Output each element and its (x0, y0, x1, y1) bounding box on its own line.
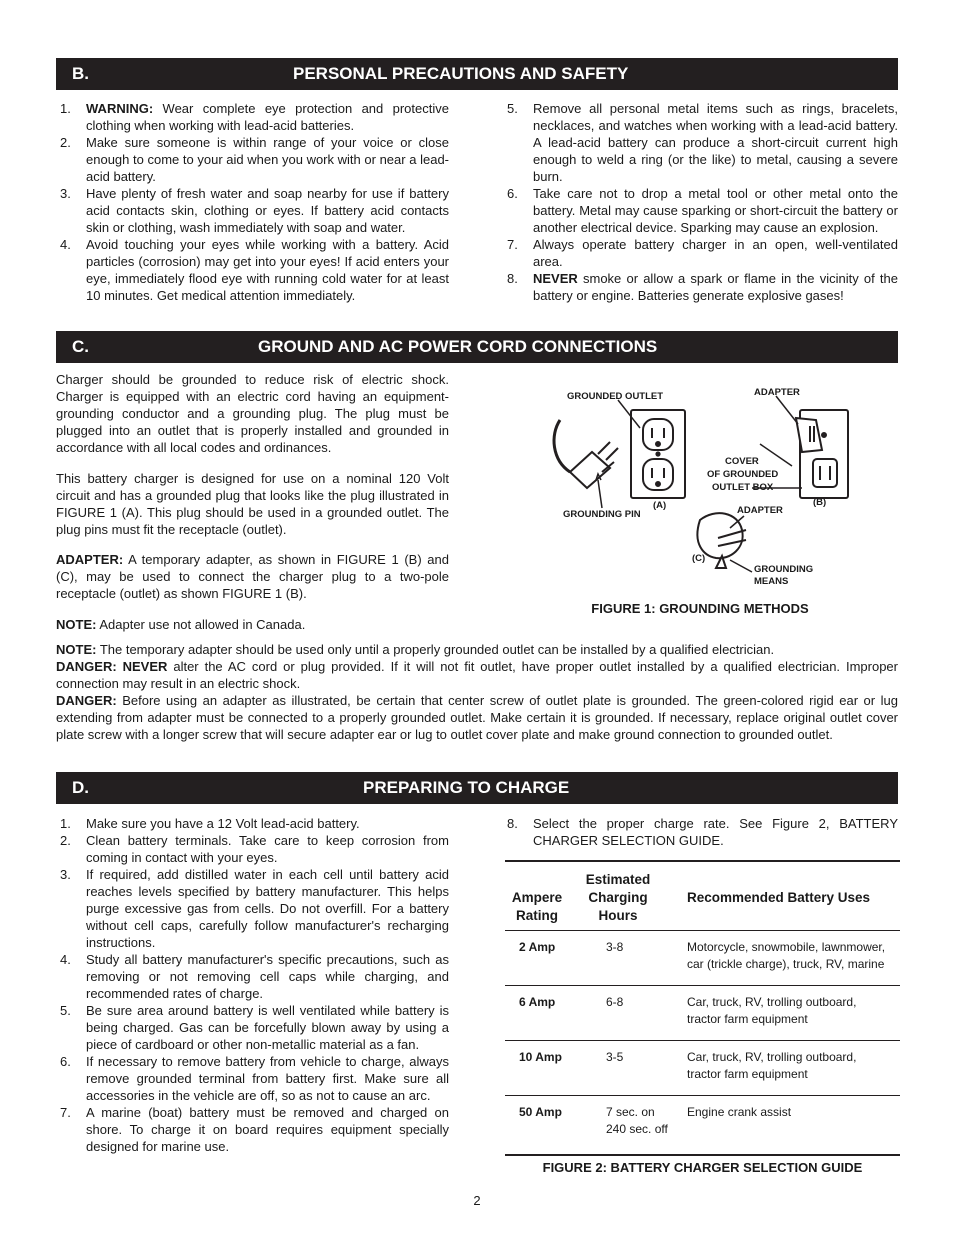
item-text: Make sure someone is within range of your voice or close enough to come to your aid when you work with or near a lead-acid battery. (86, 135, 449, 184)
item-number: 1. (60, 101, 71, 116)
note-text: Adapter use not allowed in Canada. (96, 617, 306, 632)
label-grounded-outlet: GROUNDED OUTLET (567, 391, 664, 402)
battery-charger-selection-guide (505, 860, 900, 1156)
item-text: Wear complete eye protection and protective clothing when working with lead-acid batteries. (86, 101, 449, 133)
note-lead: NOTE: (56, 642, 97, 657)
section-letter: D. (72, 778, 89, 797)
table-row (505, 1095, 900, 1153)
item-number: 8. (507, 816, 518, 831)
figure-2-caption: FIGURE 2: BATTERY CHARGER SELECTION GUIDE (542, 1160, 863, 1175)
list-item (58, 1104, 449, 1155)
item-number: 7. (507, 237, 518, 252)
list-item (58, 815, 449, 832)
label-adapter-mid: ADAPTER (737, 505, 783, 516)
section-b-left-list (58, 100, 449, 304)
item-number: 3. (60, 867, 71, 882)
danger-text: Before using an adapter as illustrated, be certain that center screw of outlet plate is grounded. The green-colored rigid ear or lug extending from adapter must be connected to a properly grounded outlet. Make certain it is grounded. If necessary, replace original outlet cover plate screw with a longer screw that will secure adapter ear or lug to outlet cover plate and make ground connection to grounded outlet. (56, 693, 898, 742)
list-item (58, 1053, 449, 1104)
cell-ampere: 50 Amp (519, 1105, 562, 1119)
item-number: 4. (60, 952, 71, 967)
item-number: 2. (60, 833, 71, 848)
list-item (505, 100, 898, 185)
list-item (58, 866, 449, 951)
label-cover-2: OF GROUNDED (707, 469, 779, 480)
item-number: 3. (60, 186, 71, 201)
item-number: 5. (507, 101, 518, 116)
cell-ampere: 2 Amp (519, 940, 556, 954)
item-lead: WARNING: (86, 101, 154, 116)
adapter-c (697, 513, 742, 558)
cell-uses: Engine crank assist (687, 1105, 792, 1119)
section-letter: C. (72, 337, 89, 356)
list-item (58, 951, 449, 1002)
list-item (505, 185, 898, 236)
item-number: 2. (60, 135, 71, 150)
cell-hours: 7 sec. on 240 sec. off (606, 1105, 668, 1136)
item-text: Take care not to drop a metal tool or other metal onto the battery. Metal may cause sparking or short-circuit the battery or another electrical device. Sparking may cause an explosion. (533, 186, 898, 235)
page-number: 2 (473, 1193, 481, 1208)
cell-ampere: 10 Amp (519, 1050, 562, 1064)
voltage-paragraph: This battery charger is designed for use on a nominal 120 Volt circuit and has a grounded plug that looks like the plug illustrated in FIGURE 1 (A). This plug should be used in a grounded outlet. The plug pins must fit the receptacle (outlet). (56, 471, 449, 537)
item-text: Clean battery terminals. Take care to keep corrosion from coming in contact with your eyes. (86, 833, 449, 865)
list-item (505, 236, 898, 270)
cell-uses: Car, truck, RV, trolling outboard, tractor farm equipment (687, 995, 857, 1026)
note-text: The temporary adapter should be used only until a properly grounded outlet can be installed by a qualified electrician. (96, 642, 775, 657)
section-title: PERSONAL PRECAUTIONS AND SAFETY (293, 64, 629, 83)
section-b-right-list (505, 100, 898, 304)
list-item (505, 815, 898, 849)
adapter-text: A temporary adapter, as shown in FIGURE 1 (B) and (C), may be used to connect the charger plug to a two-pole receptacle (outlet) as shown FIGURE 1 (B). (56, 552, 449, 601)
adapter-paragraph (56, 551, 449, 602)
item-lead: NEVER (533, 271, 578, 286)
cell-ampere: 6 Amp (519, 995, 556, 1009)
item-text: Study all battery manufacturer's specific precautions, such as removing or not removing cell caps while charging, and recommended rates of charge. (86, 952, 449, 1001)
danger-text: alter the AC cord or plug provided. If it will not fit outlet, have proper outlet installed by a qualified electrician. Improper connection may result in an electric shock. (56, 659, 898, 691)
item-text: Select the proper charge rate. See Figure 2, BATTERY CHARGER SELECTION GUIDE. (533, 816, 898, 848)
label-grounding: GROUNDING (754, 564, 814, 575)
list-item (505, 270, 898, 304)
label-means: MEANS (754, 576, 789, 587)
list-item (58, 236, 449, 304)
figure-1-caption: FIGURE 1: GROUNDING METHODS (591, 601, 809, 616)
header-recommended-uses: Recommended Battery Uses (687, 890, 871, 905)
danger-never (56, 658, 898, 692)
section-b-header (56, 58, 898, 90)
label-grounding-pin: GROUNDING PIN (563, 509, 641, 520)
danger-adapter (56, 692, 898, 743)
section-d-left-list (58, 815, 449, 1155)
item-number: 5. (60, 1003, 71, 1018)
item-text: If required, add distilled water in each cell until battery acid reaches levels specified by battery manufacturer. This helps purge excessive gas from cells. Do not overfill. For a battery without cell caps, carefully follow manufacturer's recharging instructions. (86, 867, 449, 950)
section-title: GROUND AND AC POWER CORD CONNECTIONS (258, 337, 658, 356)
table-row (505, 1040, 900, 1095)
cell-uses: Motorcycle, snowmobile, lawnmower, car (trickle charge), truck, RV, marine (687, 940, 886, 971)
header-charging-hours: Estimated Charging Hours (585, 872, 651, 923)
section-d-header (56, 772, 898, 804)
note-lead: NOTE: (56, 617, 97, 632)
table-row (505, 985, 900, 1040)
adapter-lead: ADAPTER: (56, 552, 124, 567)
item-text: Make sure you have a 12 Volt lead-acid battery. (86, 816, 360, 831)
list-item (58, 134, 449, 185)
danger-lead: DANGER: NEVER (56, 659, 168, 674)
cell-uses: Car, truck, RV, trolling outboard, tractor farm equipment (687, 1050, 857, 1081)
item-number: 6. (60, 1054, 71, 1069)
section-d-right-list (505, 815, 898, 849)
item-text: Have plenty of fresh water and soap nearby for use if battery acid contacts skin, clothing or eyes. If battery acid contacts skin or clothing, wash immediately with soap and water. (86, 186, 449, 235)
cell-hours: 3-5 (606, 1050, 624, 1064)
item-number: 8. (507, 271, 518, 286)
item-text: Remove all personal metal items such as rings, bracelets, necklaces, and watches when working with a lead-acid battery. A lead-acid battery can produce a short-circuit current high enough to weld a ring (or the like) to metal, causing a severe burn. (533, 101, 898, 184)
note-canada (56, 616, 449, 633)
section-letter: B. (72, 64, 89, 83)
list-item (58, 100, 449, 134)
item-text: smoke or allow a spark or flame in the vicinity of the battery or engine. Batteries generate explosive gases! (533, 271, 898, 303)
item-number: 1. (60, 816, 71, 831)
item-text: If necessary to remove battery from vehicle to charge, always remove grounded terminal from battery first. Make sure all accessories in the vehicle are off, so as not to cause an arc. (86, 1054, 449, 1103)
label-b: (B) (813, 497, 827, 508)
cell-hours: 6-8 (606, 995, 624, 1009)
grounding-paragraph: Charger should be grounded to reduce risk of electric shock. Charger is equipped with an electric cord having an equipment-grounding conductor and a grounding plug. The plug must be plugged into an outlet that is properly installed and grounded in accordance with all local codes and ordinances. (56, 372, 449, 455)
list-item (58, 832, 449, 866)
note-temporary-adapter (56, 641, 898, 658)
item-text: Always operate battery charger in an open, well-ventilated area. (533, 237, 898, 269)
table-row (505, 930, 900, 985)
label-a: (A) (653, 500, 667, 511)
label-adapter-top: ADAPTER (754, 387, 800, 398)
label-cover-1: COVER (725, 456, 759, 467)
item-number: 6. (507, 186, 518, 201)
section-title: PREPARING TO CHARGE (363, 778, 570, 797)
item-text: Be sure area around battery is well ventilated while battery is being charged. Gas can be forcefully blown away by using a piece of cardboard or other non-metallic material as a fan. (86, 1003, 449, 1052)
danger-lead: DANGER: (56, 693, 117, 708)
header-ampere-rating: Ampere Rating (511, 890, 563, 923)
list-item (58, 1002, 449, 1053)
label-cover-3: OUTLET BOX (712, 482, 774, 493)
item-number: 4. (60, 237, 71, 252)
figure-grounding-methods (540, 380, 870, 595)
label-c: (C) (692, 553, 706, 564)
item-number: 7. (60, 1105, 71, 1120)
list-item (58, 185, 449, 236)
cell-hours: 3-8 (606, 940, 624, 954)
item-text: A marine (boat) battery must be removed and charged on shore. To charge it on board requires equipment specially designed for marine use. (86, 1105, 449, 1154)
item-text: Avoid touching your eyes while working with a battery. Acid particles (corrosion) may get into your eyes! If acid enters your eye, immediately flood eye with running cold water for at least 10 minutes. Get medical attention immediately. (86, 237, 449, 303)
section-c-header (56, 331, 898, 363)
